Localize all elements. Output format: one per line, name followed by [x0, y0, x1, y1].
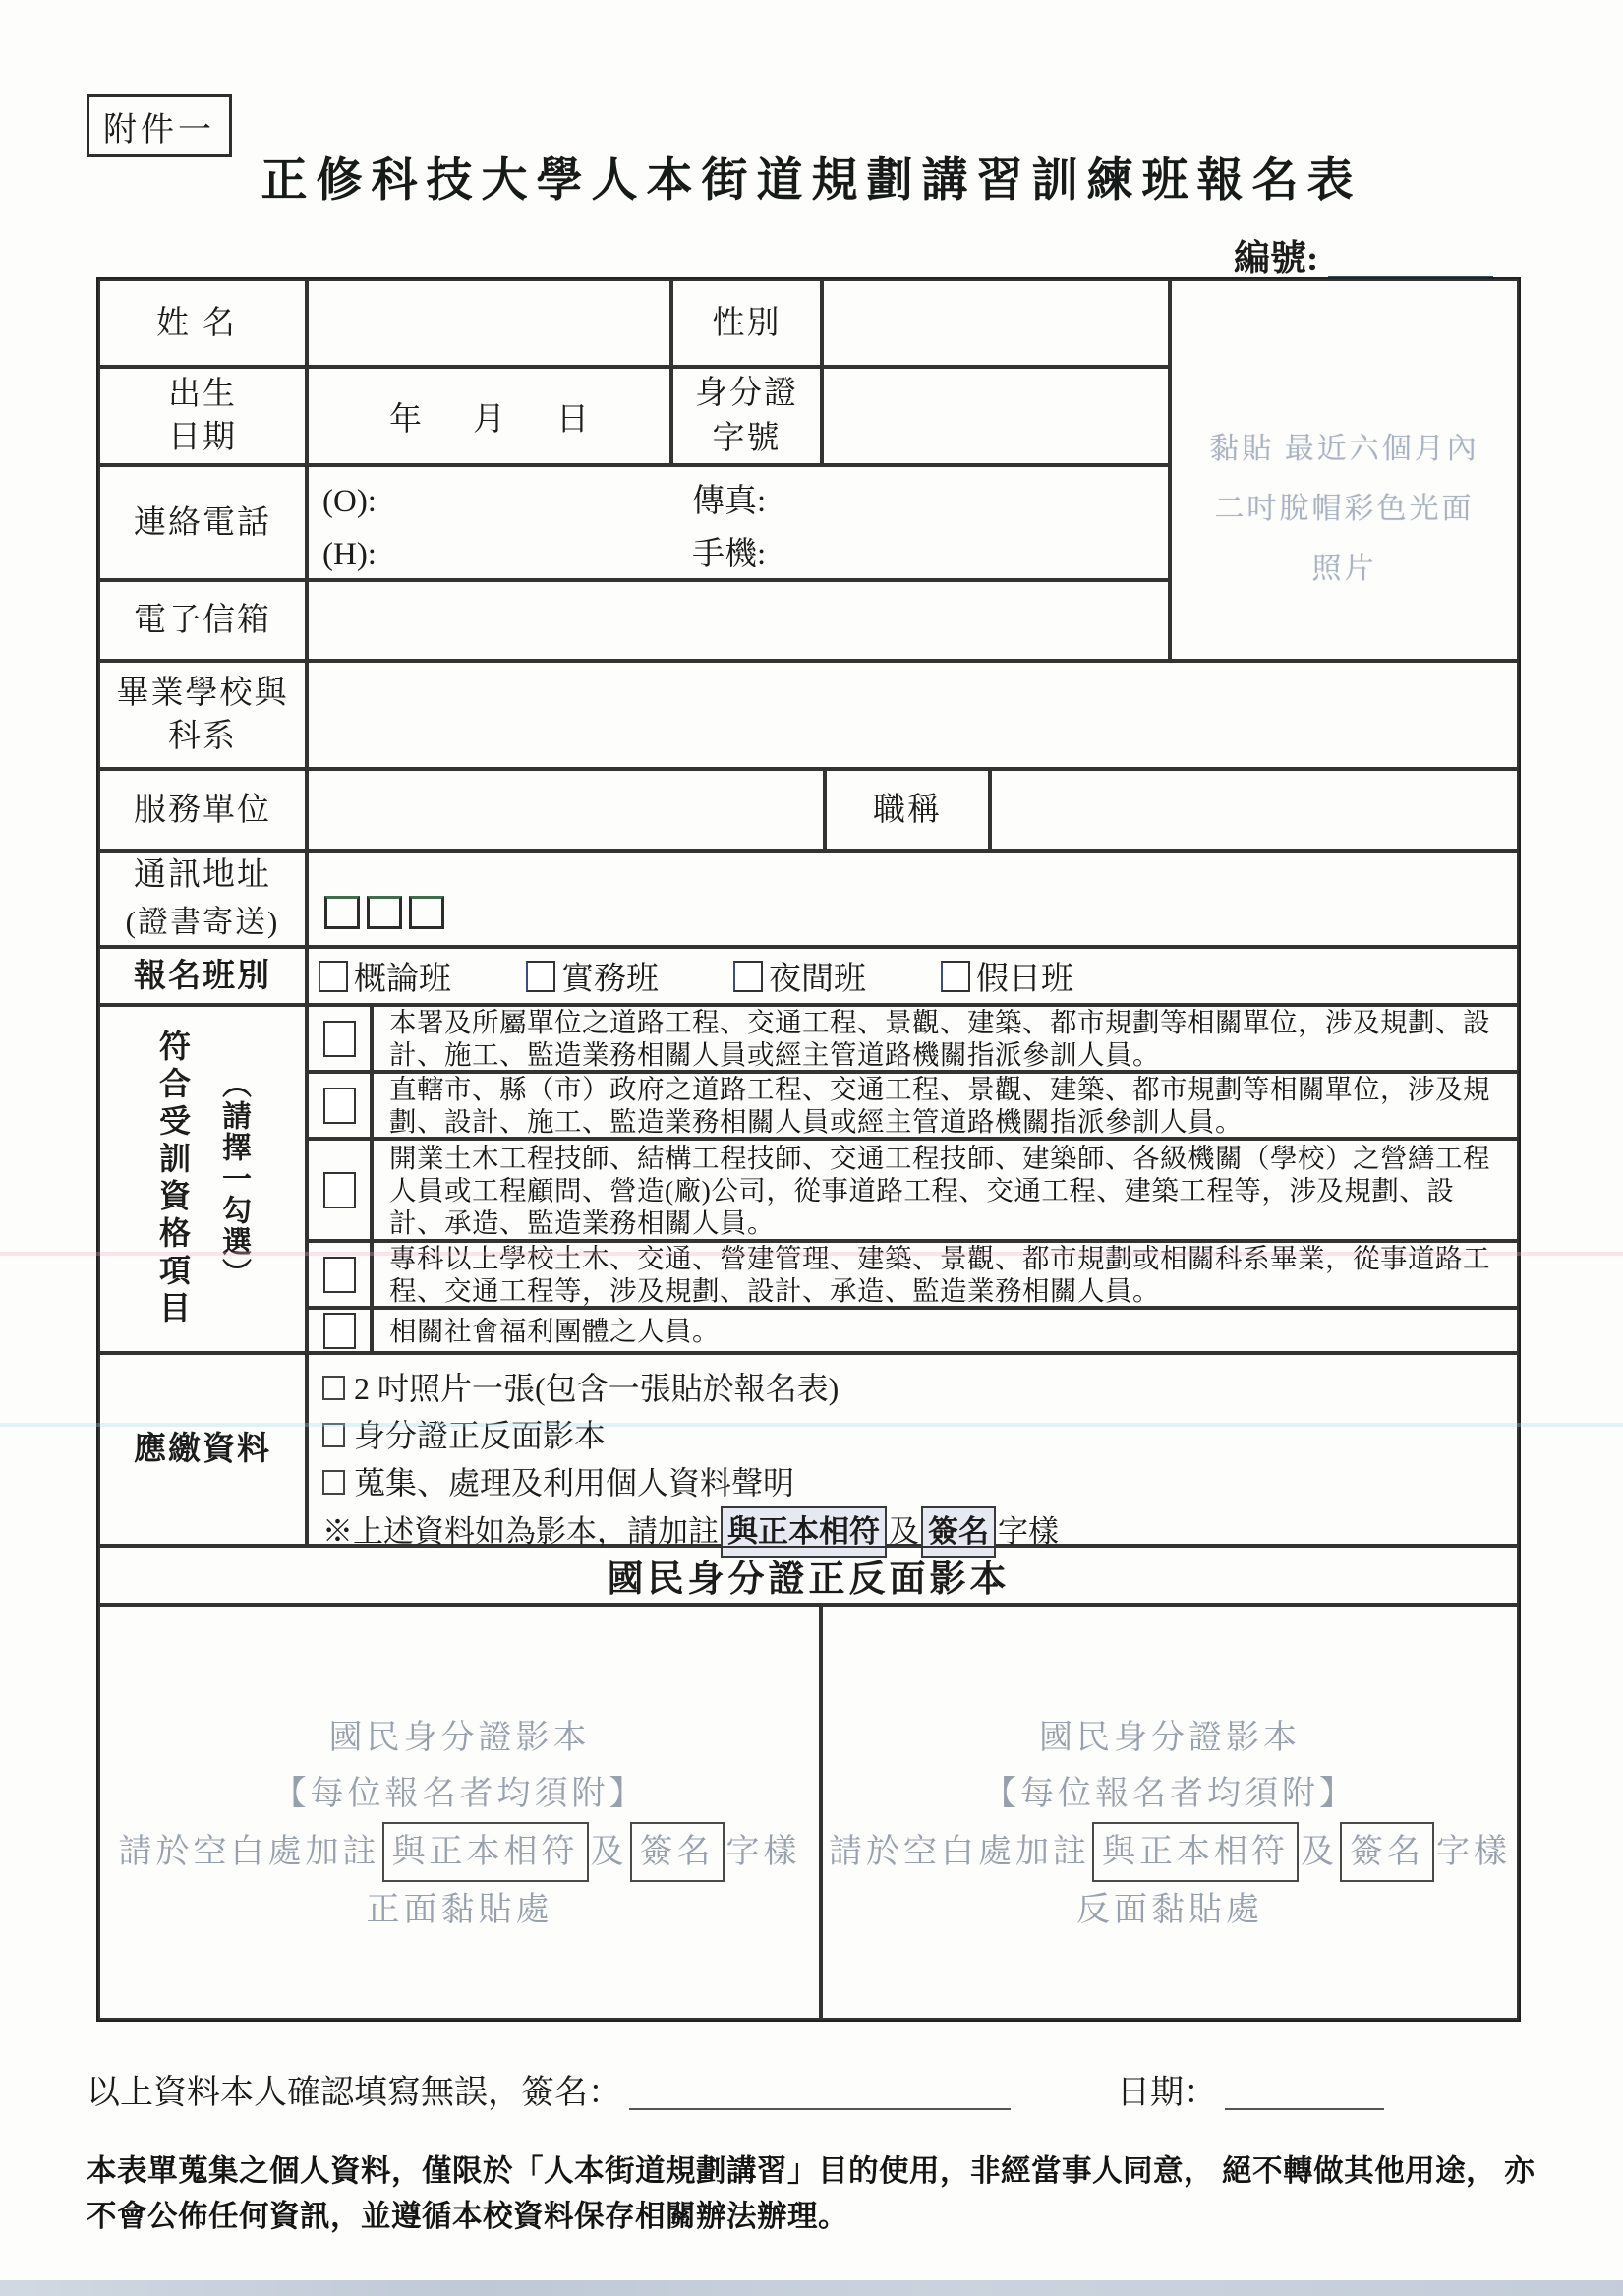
- idcopy-back-suffix: 字樣: [1436, 1834, 1511, 1870]
- photo-note-line1: 黏貼 最近六個月內: [1209, 433, 1479, 465]
- fax-label: 傳真:: [692, 484, 767, 519]
- postal-code-box-2[interactable]: [367, 896, 402, 929]
- documents-label-cell: [98, 1353, 307, 1546]
- jobtitle-label: 職稱: [873, 792, 942, 828]
- class-option-holiday[interactable]: [941, 953, 1073, 999]
- qual-item-text-3: 開業土木工程技師、結構工程技師、交通工程技師、建築師、各級機關（學校）之營繕工程人員或工程顧問、營造(廠)公司，從事道路工程、交通工程、建築工程等，涉及規劃、設計、承造、監造業務相關人員。: [389, 1142, 1490, 1238]
- gender-input-cell[interactable]: [822, 279, 1170, 367]
- qualification-note: （請擇一勾選）: [217, 1069, 250, 1289]
- qual-checkbox-cell-5: [307, 1308, 372, 1353]
- qual-item-text-4: 專科以上學校土木、交通、營建管理、建築、景觀、都市規劃或相關科系畢業，從事道路工程、交通工程等，涉及規劃、設計、承造、監造業務相關人員。: [389, 1243, 1490, 1306]
- class-option-label: 假日班: [976, 962, 1073, 997]
- privacy-line2: 不會公佈任何資訊，並遵循本校資料保存相關辦法辦理。: [87, 2200, 848, 2233]
- idcopy-back-paste-area: [821, 1605, 1519, 2020]
- birthdate-label-cell: [98, 367, 307, 465]
- email-input-cell[interactable]: [307, 580, 1170, 661]
- confirmation-row: [87, 2065, 1561, 2113]
- checkbox-qualification-4[interactable]: [323, 1257, 356, 1293]
- registration-form-table: [98, 279, 1519, 2020]
- stamp-text-signature: 簽名: [1340, 1822, 1434, 1882]
- idcopy-back-line1: 國民身分證影本: [1039, 1720, 1301, 1756]
- date-field: [1117, 2065, 1384, 2113]
- checkbox-qualification-2[interactable]: [323, 1088, 356, 1124]
- idcopy-front-line4: 正面黏貼處: [366, 1892, 553, 1928]
- serial-label: 編號:: [1234, 239, 1319, 279]
- employer-label-cell: [98, 769, 307, 851]
- classtype-label: 報名班別: [134, 958, 271, 994]
- checkbox-qualification-5[interactable]: [323, 1313, 356, 1349]
- privacy-line1: 本表單蒐集之個人資料，僅限於「人本街道規劃講習」目的使用，非經當事人同意， 絕不轉做其他用途， 亦: [87, 2154, 1536, 2188]
- phone-office-label: (O):: [322, 484, 377, 519]
- month-label: 月: [473, 401, 505, 438]
- birthdate-label-line2: 日期: [168, 420, 237, 455]
- class-option-label: 夜間班: [769, 962, 866, 997]
- document-item-text: 2 吋照片一張(包含一張貼於報名表): [354, 1371, 840, 1406]
- checkbox-photo-document[interactable]: [322, 1376, 345, 1400]
- birthdate-label-line1: 出生: [168, 377, 237, 412]
- checkbox-practical-class[interactable]: [526, 961, 555, 992]
- gender-label-cell: [671, 279, 822, 367]
- document-item-1: [322, 1365, 1517, 1412]
- document-item-text: 身分證正反面影本: [354, 1418, 607, 1453]
- document-item-2: [322, 1412, 1517, 1459]
- checkbox-holiday-class[interactable]: [941, 961, 970, 992]
- confirmation-label: 以上資料本人確認填寫無誤，簽名：: [87, 2075, 621, 2111]
- checkbox-qualification-3[interactable]: [323, 1172, 356, 1208]
- photo-note-line3: 照片: [1311, 553, 1377, 585]
- jobtitle-label-cell: [825, 769, 990, 851]
- idcopy-back-line4: 反面黏貼處: [1076, 1892, 1263, 1928]
- stamp-text-match-original: 與正本相符: [382, 1822, 589, 1882]
- birthdate-input-cell[interactable]: [307, 367, 671, 465]
- idnumber-input-cell[interactable]: [822, 367, 1170, 465]
- qual-item-cell-5: [372, 1308, 1519, 1353]
- phone-label: 連絡電話: [134, 504, 271, 541]
- mobile-label: 手機:: [692, 537, 767, 572]
- qual-checkbox-cell-1: [307, 1005, 372, 1072]
- idnumber-label-line1: 身分證: [695, 376, 798, 411]
- idcopy-section-header: 國民身分證正反面影本: [607, 1560, 1011, 1600]
- idcopy-front-prefix: 請於空白處加註: [118, 1834, 380, 1870]
- qual-item-cell-2: [372, 1072, 1519, 1139]
- email-label: 電子信箱: [134, 603, 271, 638]
- idnumber-label-cell: [671, 367, 822, 465]
- photo-note-line2: 二吋脫帽彩色光面: [1214, 493, 1475, 525]
- documents-label: 應繳資料: [134, 1432, 271, 1467]
- qual-item-text-1: 本署及所屬單位之道路工程、交通工程、景觀、建築、都市規劃等相關單位，涉及規劃、設計、施工、監造業務相關人員或經主管道路機關指派參訓人員。: [389, 1007, 1490, 1070]
- school-label-line2: 科系: [168, 719, 237, 754]
- stamp-text-match-original: 與正本相符: [1092, 1822, 1299, 1882]
- idcopy-back-mid: 及: [1301, 1834, 1338, 1870]
- address-label-line1: 通訊地址: [134, 857, 271, 893]
- jobtitle-input-cell[interactable]: [990, 769, 1519, 851]
- day-label: 日: [556, 401, 589, 438]
- privacy-notice: [87, 2149, 1561, 2239]
- qual-item-text-5: 相關社會福利團體之人員。: [389, 1315, 720, 1346]
- scan-edge-strip: [0, 2280, 1623, 2296]
- idcopy-section-header-cell: [98, 1546, 1519, 1605]
- idcopy-front-line2: 【每位報名者均須附】: [272, 1776, 647, 1812]
- documents-note-mid: 及: [889, 1514, 919, 1549]
- qual-checkbox-cell-3: [307, 1139, 372, 1241]
- date-input-line[interactable]: [1225, 2108, 1384, 2110]
- idcopy-front-paste-area: [98, 1605, 821, 2020]
- idcopy-front-line3: [119, 1822, 801, 1882]
- phone-label-cell: [98, 465, 307, 580]
- name-label-cell: [98, 279, 307, 367]
- checkbox-evening-class[interactable]: [733, 961, 763, 992]
- qual-item-cell-4: [372, 1241, 1519, 1308]
- class-option-overview[interactable]: [319, 953, 451, 999]
- name-input-cell[interactable]: [307, 279, 671, 367]
- documents-note-suffix: 字樣: [998, 1514, 1059, 1549]
- idcopy-front-suffix: 字樣: [725, 1834, 801, 1870]
- school-label-cell: [98, 661, 307, 769]
- address-label-line2: (證書寄送): [125, 905, 280, 939]
- year-label: 年: [389, 401, 422, 438]
- documents-content-cell: [307, 1353, 1519, 1549]
- document-item-text: 蒐集、處理及利用個人資料聲明: [354, 1465, 795, 1501]
- classtype-label-cell: [98, 947, 307, 1005]
- date-label: 日期：: [1117, 2075, 1217, 2111]
- employer-input-cell[interactable]: [307, 769, 825, 851]
- idcopy-front-mid: 及: [590, 1834, 628, 1870]
- page-title: 正修科技大學人本街道規劃講習訓練班報名表: [261, 155, 1362, 206]
- phone-input-cell[interactable]: [307, 465, 1170, 580]
- idcopy-front-line1: 國民身分證影本: [328, 1720, 591, 1756]
- serial-number-field: [1234, 228, 1493, 281]
- qualification-label-cell: [98, 1005, 307, 1353]
- qualification-label: 符合受訓資格項目: [155, 1030, 191, 1328]
- class-option-label: 實務班: [561, 962, 659, 997]
- gender-label: 性別: [712, 305, 782, 341]
- employer-label: 服務單位: [134, 792, 271, 828]
- checkbox-idcopy-document[interactable]: [322, 1423, 345, 1447]
- stamp-text-match-original: 與正本相符: [721, 1506, 887, 1558]
- postal-code-box-3[interactable]: [409, 896, 444, 929]
- school-input-cell[interactable]: [307, 661, 1519, 769]
- idcopy-back-line2: 【每位報名者均須附】: [983, 1776, 1357, 1812]
- qual-item-text-2: 直轄市、縣（市）政府之道路工程、交通工程、景觀、建築、都市規劃等相關單位，涉及規劃、設計、施工、監造業務相關人員或經主管道路機關指派參訓人員。: [389, 1074, 1490, 1137]
- email-label-cell: [98, 580, 307, 661]
- attachment-label: 附件一: [103, 111, 215, 148]
- class-option-practical[interactable]: [526, 953, 659, 999]
- school-label-line1: 畢業學校與: [116, 676, 289, 711]
- checkbox-privacy-document[interactable]: [322, 1470, 345, 1495]
- phone-home-label: (H):: [322, 537, 377, 572]
- idcopy-back-line3: [829, 1822, 1511, 1882]
- address-input-cell[interactable]: [307, 851, 1519, 947]
- signature-input-line[interactable]: [629, 2108, 1011, 2110]
- classtype-options-cell: [307, 947, 1519, 1005]
- photo-paste-area: [1170, 279, 1519, 661]
- documents-note-prefix: ※上述資料如為影本，請加註: [322, 1514, 719, 1549]
- address-label-cell: [98, 851, 307, 947]
- idnumber-label-line2: 字號: [712, 421, 782, 456]
- qual-item-cell-3: [372, 1139, 1519, 1241]
- class-option-evening[interactable]: [733, 953, 866, 999]
- checkbox-overview-class[interactable]: [319, 961, 348, 992]
- qual-checkbox-cell-2: [307, 1072, 372, 1139]
- stamp-text-signature: 簽名: [921, 1506, 996, 1558]
- name-label: 姓名: [156, 305, 249, 341]
- stamp-text-signature: 簽名: [630, 1822, 725, 1882]
- checkbox-qualification-1[interactable]: [323, 1021, 356, 1057]
- idcopy-back-prefix: 請於空白處加註: [829, 1834, 1090, 1870]
- document-item-3: [322, 1459, 1517, 1506]
- class-option-label: 概論班: [354, 962, 451, 997]
- qual-item-cell-1: [372, 1005, 1519, 1072]
- qual-checkbox-cell-4: [307, 1241, 372, 1308]
- postal-code-box-1[interactable]: [324, 896, 360, 929]
